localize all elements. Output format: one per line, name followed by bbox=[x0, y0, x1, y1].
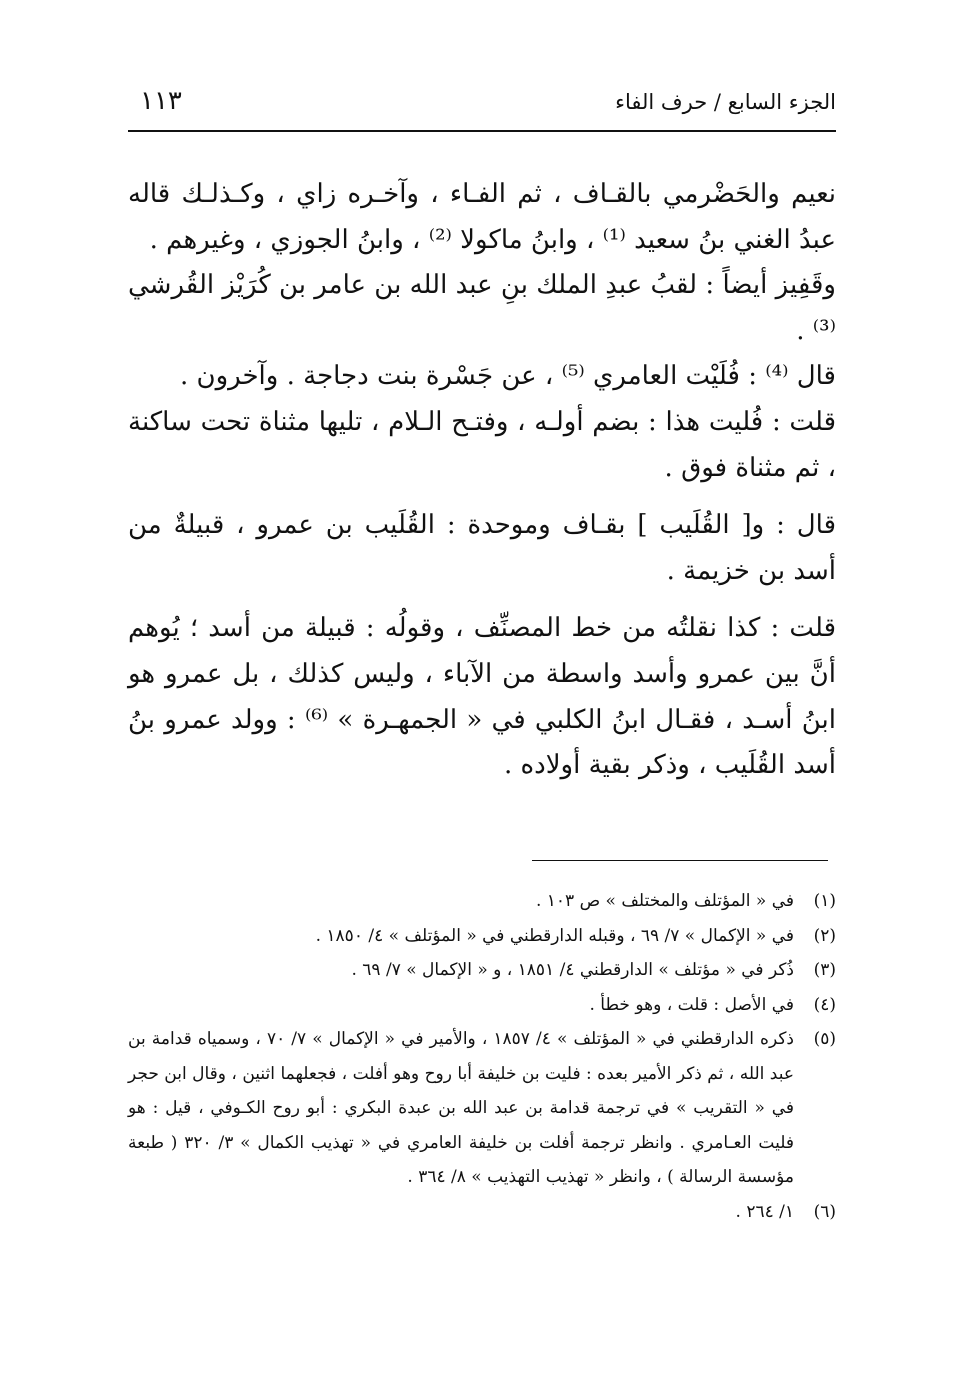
footnote-number: (١) bbox=[813, 891, 836, 911]
footnote bbox=[128, 919, 836, 954]
footnote-text: في الأصل : قلت ، وهو خطأ . bbox=[589, 994, 794, 1015]
footnote-text: ذُكر في « مؤتلف » الدارقطني ٤/ ١٨٥١ ، و « الإكمال » ٧/ ٦٩ . bbox=[351, 960, 794, 980]
footnote bbox=[128, 1195, 836, 1230]
footnote bbox=[128, 884, 836, 919]
paragraph: قال ⁽⁴⁾ : فُلَيْت العامري ⁽⁵⁾ ، عن جَسْرة بنت دجاجة . وآخرون . bbox=[179, 361, 836, 392]
running-title: الجزء السابع / حرف الفاء bbox=[615, 90, 836, 114]
footnote-number: (٥) bbox=[813, 1029, 836, 1049]
footnote-text: ١/ ٢٦٤ . bbox=[735, 1201, 794, 1222]
main-text bbox=[128, 172, 836, 789]
header-rule bbox=[128, 130, 836, 132]
footnote-text: في « المؤتلف والمختلف » ص ١٠٣ . bbox=[535, 891, 794, 911]
footnote bbox=[128, 988, 836, 1023]
paragraph: نعيم والحَضْرمي بالقـاف ، ثم الفـاء ، وآخـره زاي ، وكـذلـك قاله عبدُ الغني بنُ سعيد ⁽¹⁾ ، وابنُ ماكولا ⁽²⁾ ، وابنُ الجوزي ، وغيرهم . bbox=[128, 179, 836, 255]
footnote-number: (٤) bbox=[813, 994, 836, 1015]
paragraph: قلت : كذا نقلتُه من خط المصنِّف ، وقولُه : قبيلة من أسد ؛ يُوهم أنَّ بين عمرو وأسد واسطة من الآباء ، وليس كذلك ، بل عمرو هو ابنُ أسـد ، فقـال ابنُ الكلبي في « الجمهـرة » ⁽⁶⁾ : وولد عمرو بنُ أسد القُلَيب ، وذكر بقية أولاده . bbox=[128, 613, 836, 781]
paragraph: قلت : فُليت هذا : بضم أولـه ، وفتـح الـلام ، تليها مثناة تحت ساكنة ، ثم مثناة فوق . bbox=[128, 406, 836, 483]
running-head bbox=[130, 86, 836, 126]
footnote-number: (٢) bbox=[813, 925, 836, 946]
footnote bbox=[128, 953, 836, 988]
footnote bbox=[128, 1022, 836, 1195]
paragraph: وقَفِيز أيضاً : لقبُ عبدِ الملك بنِ عبد الله بن عامر بن كُرَيْز القُرشي ⁽³⁾ . bbox=[128, 270, 836, 346]
paragraph: قال : و[ القُلَيب ] بقـاف وموحدة : القُلَيب بن عمرو ، قبيلةٌ من أسد بن خزيمة . bbox=[128, 510, 836, 586]
footnote-text: ذكره الدارقطني في « المؤتلف » ٤/ ١٨٥٧ ، والأمير في « الإكمال » ٧/ ٧٠ ، وسمياه قدامة بن عبد الله ، ثم ذكر الأمير بعده : فليت بن خليفة أبا روح وهو أفلت ، فجعلهما اثنين ، وقال ابن حجر في « التقريب » في ترجمة قدامة بن عبد الله بن عبدة البكري : أبو روح الكـوفي ، قيل : هو فليت العـامري . وانظر ترجمة أفلت بن خليفة العامري في « تهذيب الكمال » ٣/ ٣٢٠ ( طبعة مؤسسة الرسالة ) ، وانظر « تهذيب التهذيب » ٨/ ٣٦٤ . bbox=[128, 1029, 794, 1187]
footnote-number: (٣) bbox=[813, 960, 836, 980]
page-number: ١١٣ bbox=[140, 86, 182, 116]
footnote-number: (٦) bbox=[813, 1201, 836, 1222]
footnotes bbox=[128, 884, 836, 1229]
footnote-separator bbox=[532, 860, 828, 861]
footnote-text: في « الإكمال » ٧/ ٦٩ ، وقبله الدارقطني في « المؤتلف » ٤/ ١٨٥٠ . bbox=[315, 925, 794, 946]
